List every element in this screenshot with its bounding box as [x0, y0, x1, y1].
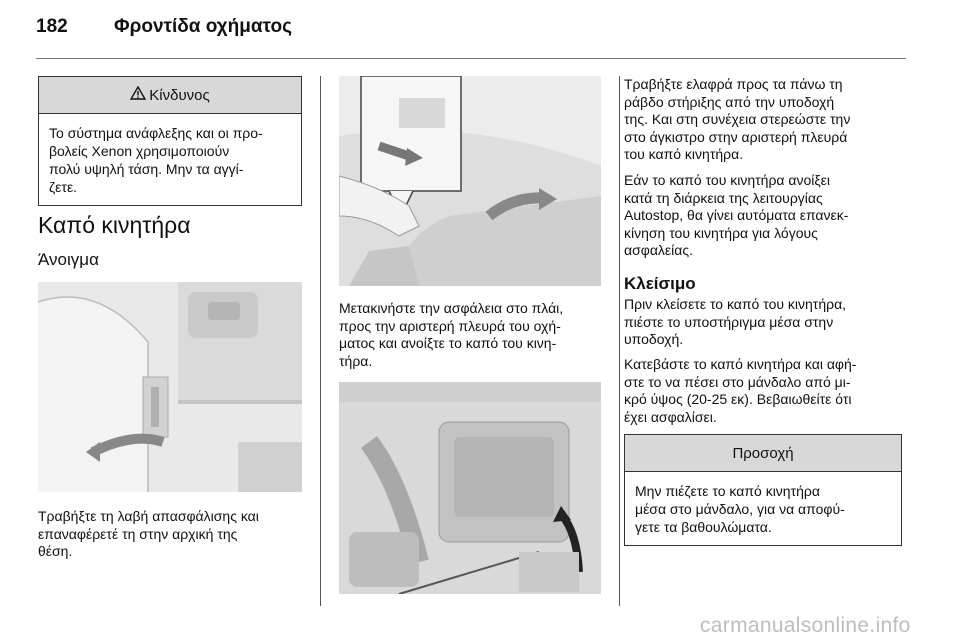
text-line: κατά τη διάρκεια της λειτουργίας — [624, 189, 823, 206]
page-title: Φροντίδα οχήματος — [114, 16, 292, 37]
hood-release-lever-illustration — [38, 282, 302, 492]
danger-box-header — [39, 77, 301, 114]
page-header — [36, 14, 906, 46]
subheading-open: Άνοιγμα — [38, 250, 99, 269]
hood-safety-catch-illustration — [339, 76, 601, 286]
text-line: Autostop, θα γίνει αυτόματα επανεκ- — [624, 207, 849, 223]
text-line: Κατεβάστε το καπό κινητήρα και αφή- — [624, 356, 857, 372]
warning-triangle-icon — [130, 86, 146, 104]
page-number: 182 — [36, 16, 68, 37]
danger-box-text — [39, 114, 301, 206]
danger-line: βολείς Xenon χρησιμοποιούν — [49, 143, 230, 159]
text-line: κρό ύψος (20-25 εκ). Βεβαιωθείτε ότι — [624, 391, 852, 407]
caption-line: τήρα. — [339, 352, 373, 369]
column-divider-1 — [320, 76, 321, 606]
caution-box-title: Προσοχή — [732, 444, 794, 462]
caption-line: επαναφέρετέ τη στην αρχική της — [38, 525, 238, 542]
caption-line: ματος και ανοίξτε το καπό του κινη- — [339, 335, 557, 351]
caution-line: Μην πιέζετε το καπό κινητήρα — [635, 483, 820, 499]
text-line: ασφαλείας. — [624, 242, 693, 258]
closing-paragraph-2 — [624, 356, 856, 426]
text-line: Τραβήξτε ελαφρά προς τα πάνω τη — [624, 76, 843, 92]
danger-box — [38, 76, 302, 206]
text-line: στο άγκιστρο στην αριστερή πλευρά — [624, 128, 848, 145]
text-line: πιέστε το υποστήριγμα μέσα στην — [624, 313, 834, 330]
text-line: κίνηση του κινητήρα για λόγους — [624, 224, 818, 241]
caption-line: προς την αριστερή πλευρά του οχή- — [339, 317, 561, 334]
col3-paragraph-1 — [624, 76, 850, 164]
caution-box — [624, 434, 902, 546]
col2-caption — [339, 300, 563, 370]
text-line: έχει ασφαλίσει. — [624, 408, 717, 425]
danger-line: πολύ υψηλή τάση. Μην τα αγγί- — [49, 161, 244, 177]
column-divider-2 — [619, 76, 620, 606]
closing-heading: Κλείσιμο — [624, 274, 696, 293]
caption-line: Μετακινήστε την ασφάλεια στο πλάι, — [339, 300, 564, 316]
watermark[interactable]: carmanualsonline.info — [700, 614, 911, 637]
section-heading: Καπό κινητήρα — [38, 212, 191, 238]
caution-line: γετε τα βαθουλώματα. — [635, 519, 772, 535]
danger-line: Το σύστημα ανάφλεξης και οι προ- — [49, 125, 263, 141]
text-line: ράβδο στήριξης από την υποδοχή — [624, 93, 835, 110]
caption-line: θέση. — [38, 543, 73, 559]
text-line: στε το να πέσει στο μάνδαλο από μι- — [624, 373, 851, 390]
header-rule — [36, 58, 906, 59]
text-line: του καπό κινητήρα. — [624, 146, 744, 162]
text-line: Εάν το καπό του κινητήρα ανοίξει — [624, 172, 831, 188]
engine-bay-support-rod-illustration — [339, 382, 601, 594]
col1-caption — [38, 508, 259, 561]
caution-line: μέσα στο μάνδαλο, για να αποφύ- — [635, 501, 845, 517]
text-line: της. Και στη συνέχεια στερεώστε την — [624, 111, 851, 127]
text-line: υποδοχή. — [624, 331, 684, 347]
closing-paragraph-1 — [624, 296, 846, 349]
caution-box-text — [625, 472, 901, 546]
col3-paragraph-2 — [624, 172, 848, 260]
danger-line: ζετε. — [49, 179, 78, 195]
caption-line: Τραβήξτε τη λαβή απασφάλισης και — [38, 508, 259, 524]
text-line: Πριν κλείσετε το καπό του κινητήρα, — [624, 296, 847, 312]
danger-box-title: Κίνδυνος — [149, 86, 210, 104]
caution-box-header — [625, 435, 901, 472]
